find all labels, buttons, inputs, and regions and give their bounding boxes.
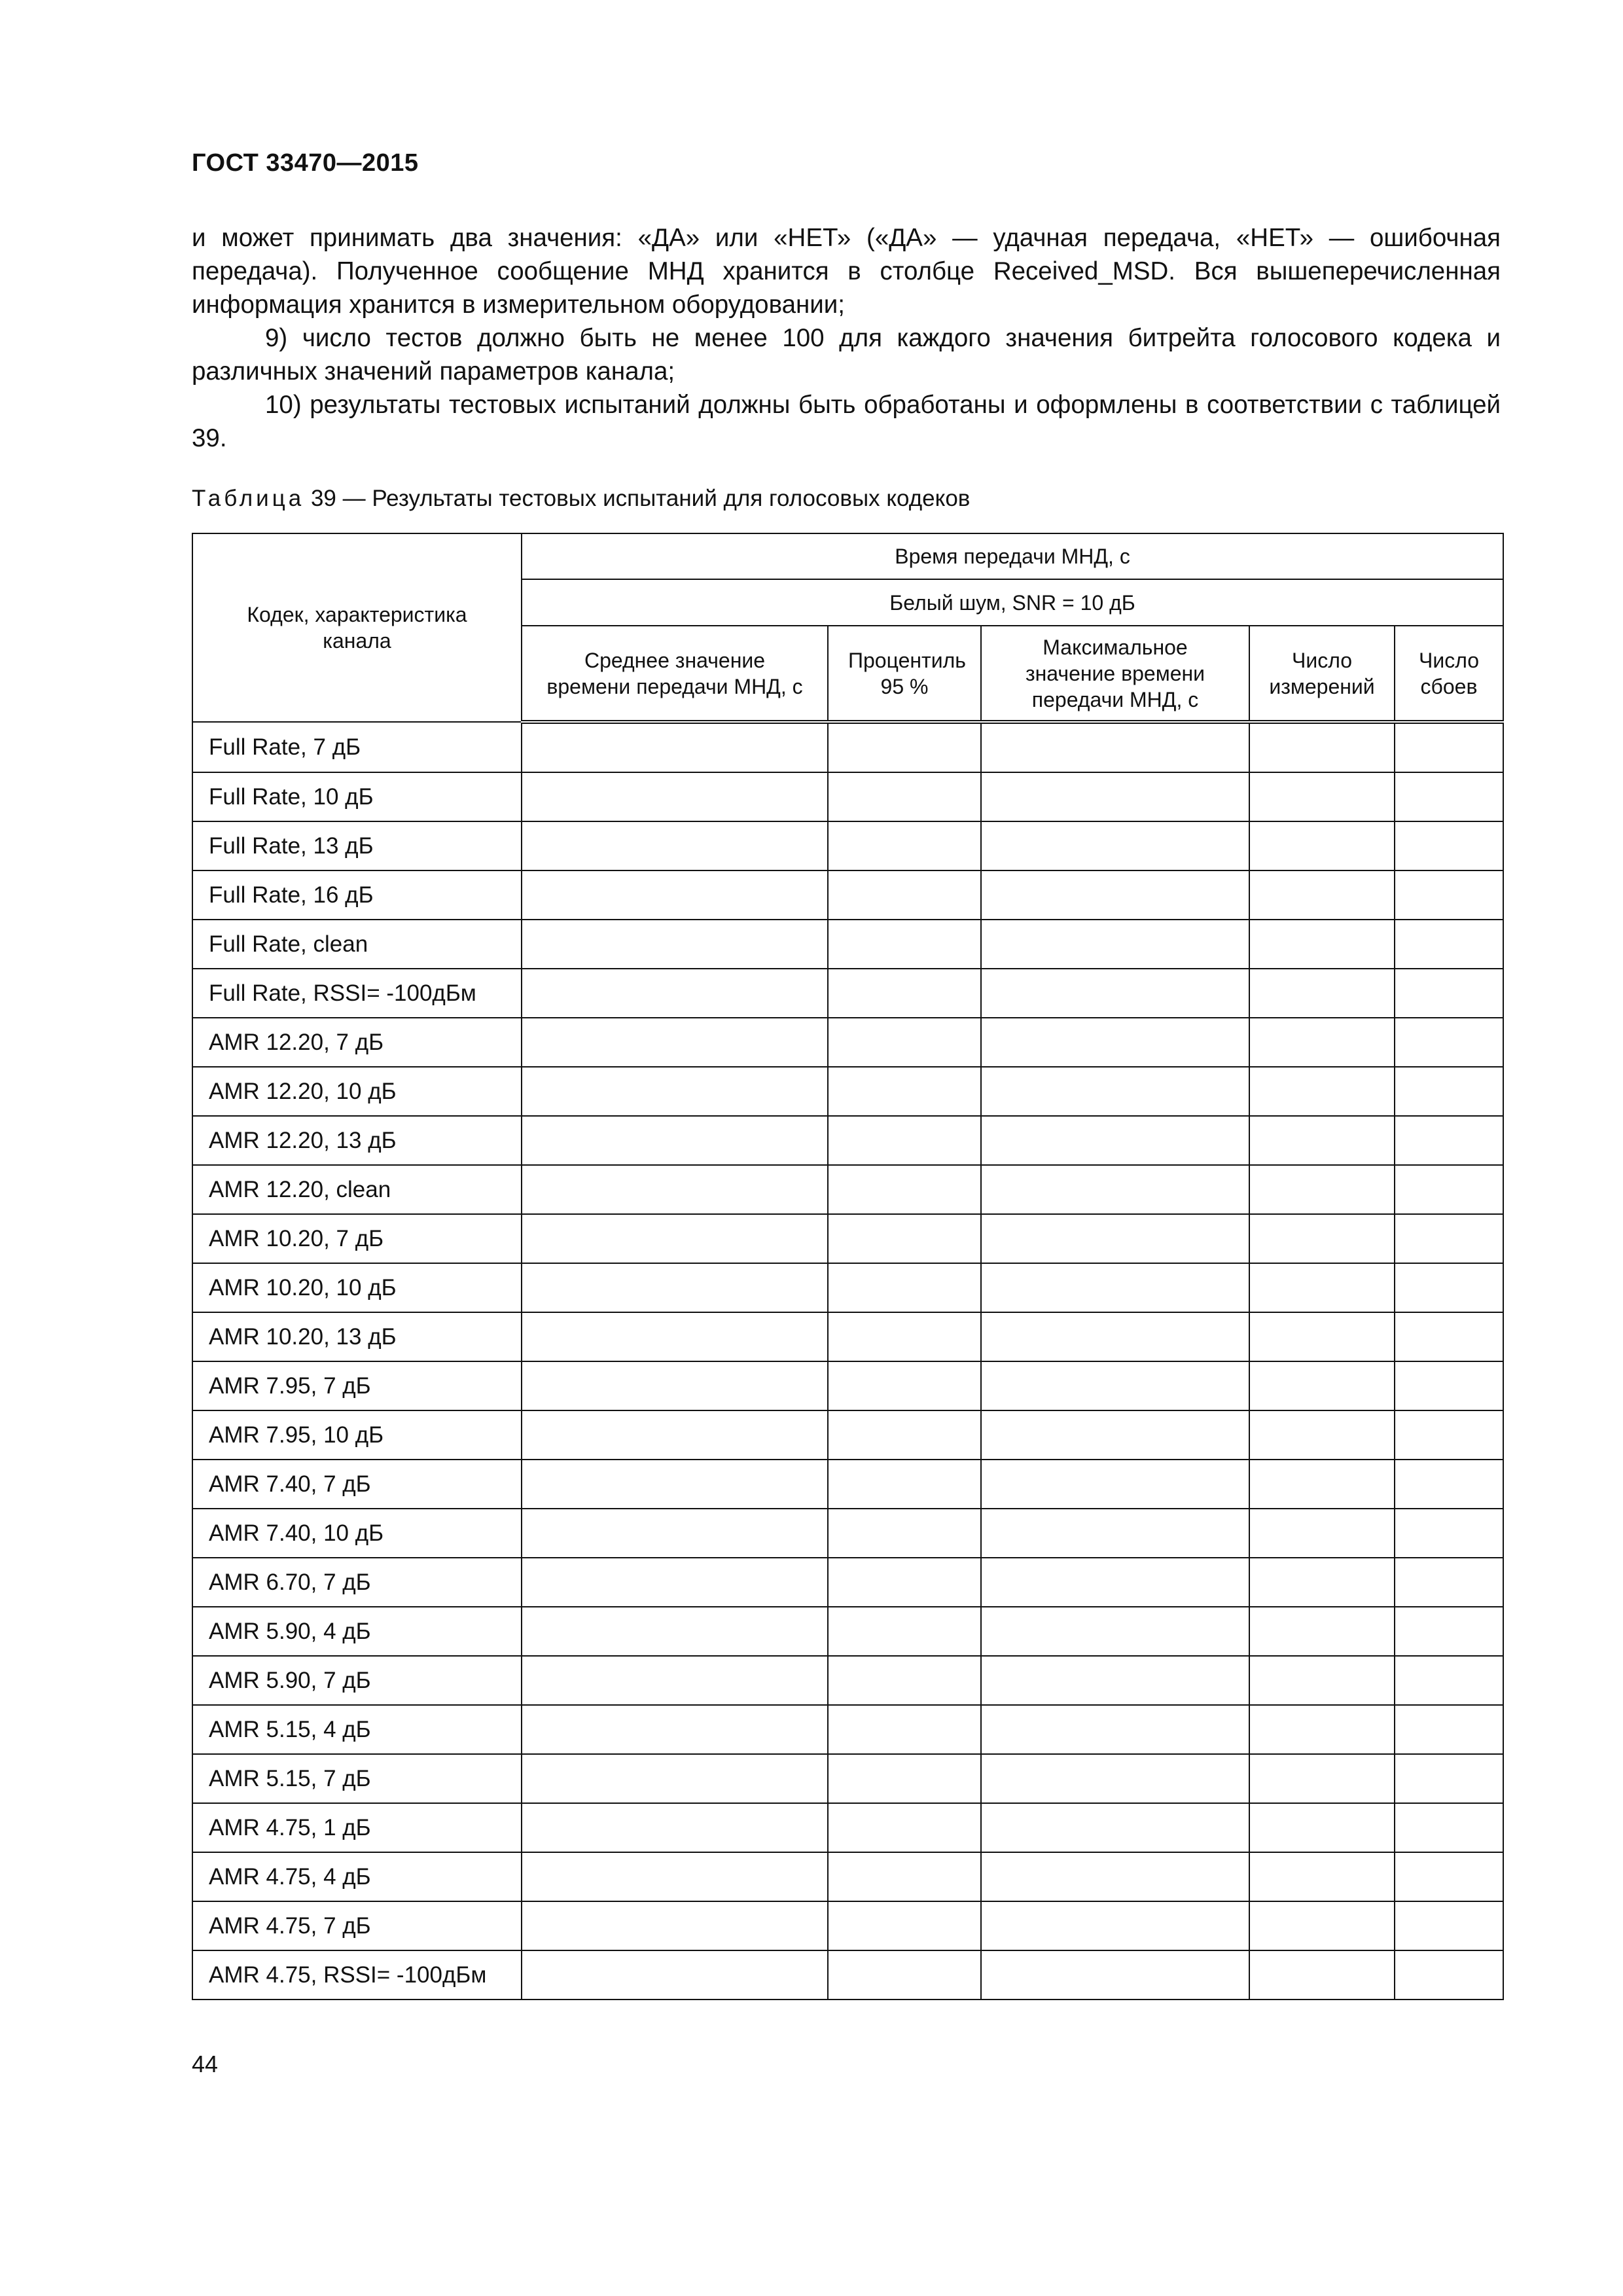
table-row <box>192 1067 1503 1116</box>
paragraph-item-9: 9) число тестов должно быть не менее 100 для каждого значения битрейта голосового кодека и различных значений параметров канала; <box>192 324 1501 386</box>
codec-cell: AMR 7.95, 10 дБ <box>192 1410 522 1460</box>
percentile-cell <box>828 1214 981 1263</box>
mean-cell <box>522 1656 828 1705</box>
percentile-cell <box>828 722 981 772</box>
max-cell <box>981 969 1249 1018</box>
header-max-time: Максимальное значение времени передачи МНД, с <box>981 626 1249 722</box>
failures-cell <box>1395 1901 1503 1950</box>
max-cell <box>981 821 1249 870</box>
measurements-cell <box>1249 1460 1395 1509</box>
codec-cell: AMR 5.90, 7 дБ <box>192 1656 522 1705</box>
max-cell <box>981 1214 1249 1263</box>
failures-cell <box>1395 920 1503 969</box>
mean-cell <box>522 1361 828 1410</box>
failures-cell <box>1395 969 1503 1018</box>
mean-cell <box>522 1852 828 1901</box>
table-header <box>192 533 1503 722</box>
table-row <box>192 1116 1503 1165</box>
mean-cell <box>522 1950 828 2000</box>
codec-cell: AMR 12.20, 13 дБ <box>192 1116 522 1165</box>
percentile-cell <box>828 1705 981 1754</box>
table-row <box>192 1803 1503 1852</box>
percentile-cell <box>828 772 981 821</box>
measurements-cell <box>1249 1214 1395 1263</box>
mean-cell <box>522 1263 828 1312</box>
percentile-cell <box>828 821 981 870</box>
header-white-noise: Белый шум, SNR = 10 дБ <box>522 579 1503 626</box>
measurements-cell <box>1249 920 1395 969</box>
codec-cell: AMR 5.90, 4 дБ <box>192 1607 522 1656</box>
failures-cell <box>1395 1509 1503 1558</box>
table-row <box>192 1901 1503 1950</box>
percentile-cell <box>828 1754 981 1803</box>
header-failures: Число сбоев <box>1395 626 1503 722</box>
mean-cell <box>522 1410 828 1460</box>
codec-cell: Full Rate, 13 дБ <box>192 821 522 870</box>
codec-cell: AMR 4.75, 4 дБ <box>192 1852 522 1901</box>
table-caption <box>192 486 970 512</box>
percentile-cell <box>828 1901 981 1950</box>
measurements-cell <box>1249 1509 1395 1558</box>
max-cell <box>981 772 1249 821</box>
mean-cell <box>522 821 828 870</box>
failures-cell <box>1395 1312 1503 1361</box>
measurements-cell <box>1249 1607 1395 1656</box>
codec-cell: AMR 5.15, 4 дБ <box>192 1705 522 1754</box>
table-row <box>192 1165 1503 1214</box>
percentile-cell <box>828 1312 981 1361</box>
failures-cell <box>1395 772 1503 821</box>
mean-cell <box>522 722 828 772</box>
table-row <box>192 821 1503 870</box>
percentile-cell <box>828 1263 981 1312</box>
mean-cell <box>522 1460 828 1509</box>
mean-cell <box>522 1803 828 1852</box>
mean-cell <box>522 1067 828 1116</box>
percentile-cell <box>828 1852 981 1901</box>
failures-cell <box>1395 1950 1503 2000</box>
max-cell <box>981 1410 1249 1460</box>
codec-cell: AMR 12.20, 10 дБ <box>192 1067 522 1116</box>
measurements-cell <box>1249 1410 1395 1460</box>
failures-cell <box>1395 1361 1503 1410</box>
codec-cell: Full Rate, 16 дБ <box>192 870 522 920</box>
percentile-cell <box>828 1067 981 1116</box>
table-row <box>192 1509 1503 1558</box>
max-cell <box>981 1312 1249 1361</box>
failures-cell <box>1395 1410 1503 1460</box>
failures-cell <box>1395 870 1503 920</box>
measurements-cell <box>1249 1803 1395 1852</box>
max-cell <box>981 722 1249 772</box>
max-cell <box>981 1116 1249 1165</box>
measurements-cell <box>1249 1950 1395 2000</box>
measurements-cell <box>1249 1116 1395 1165</box>
max-cell <box>981 1460 1249 1509</box>
table-row <box>192 1460 1503 1509</box>
measurements-cell <box>1249 1901 1395 1950</box>
max-cell <box>981 1018 1249 1067</box>
header-mean-time: Среднее значение времени передачи МНД, с <box>522 626 828 722</box>
codec-cell: AMR 10.20, 7 дБ <box>192 1214 522 1263</box>
max-cell <box>981 1558 1249 1607</box>
percentile-cell <box>828 1558 981 1607</box>
table-caption-label: Таблица <box>192 486 305 511</box>
table-row <box>192 1754 1503 1803</box>
percentile-cell <box>828 920 981 969</box>
results-table <box>192 533 1504 2000</box>
percentile-cell <box>828 1116 981 1165</box>
table-row <box>192 1656 1503 1705</box>
percentile-cell <box>828 1950 981 2000</box>
max-cell <box>981 1852 1249 1901</box>
codec-cell: AMR 4.75, RSSI= -100дБм <box>192 1950 522 2000</box>
mean-cell <box>522 1018 828 1067</box>
measurements-cell <box>1249 1165 1395 1214</box>
mean-cell <box>522 969 828 1018</box>
measurements-cell <box>1249 772 1395 821</box>
percentile-cell <box>828 1460 981 1509</box>
max-cell <box>981 1754 1249 1803</box>
table-row <box>192 722 1503 772</box>
percentile-cell <box>828 1803 981 1852</box>
measurements-cell <box>1249 1067 1395 1116</box>
failures-cell <box>1395 722 1503 772</box>
failures-cell <box>1395 1214 1503 1263</box>
measurements-cell <box>1249 1361 1395 1410</box>
max-cell <box>981 1067 1249 1116</box>
codec-cell: AMR 7.95, 7 дБ <box>192 1361 522 1410</box>
mean-cell <box>522 1509 828 1558</box>
failures-cell <box>1395 821 1503 870</box>
paragraph-continuation: и может принимать два значения: «ДА» или «НЕТ» («ДА» — удачная передача, «НЕТ» — ошибочная передача). Полученное сообщение МНД хранится в столбце Received_MSD. Вся вышеперечисленная информация хранится в измерительном оборудовании; <box>192 224 1501 319</box>
table-row <box>192 1607 1503 1656</box>
percentile-cell <box>828 1509 981 1558</box>
failures-cell <box>1395 1067 1503 1116</box>
codec-cell: AMR 10.20, 13 дБ <box>192 1312 522 1361</box>
codec-cell: AMR 4.75, 1 дБ <box>192 1803 522 1852</box>
paragraph-item-10: 10) результаты тестовых испытаний должны быть обработаны и оформлены в соответствии с таблицей 39. <box>192 391 1501 452</box>
mean-cell <box>522 1214 828 1263</box>
codec-cell: Full Rate, clean <box>192 920 522 969</box>
codec-cell: AMR 7.40, 7 дБ <box>192 1460 522 1509</box>
header-codec: Кодек, характеристика канала <box>192 533 522 722</box>
percentile-cell <box>828 1656 981 1705</box>
max-cell <box>981 1165 1249 1214</box>
measurements-cell <box>1249 1312 1395 1361</box>
header-measurements: Число измерений <box>1249 626 1395 722</box>
table-row <box>192 1410 1503 1460</box>
codec-cell: Full Rate, 7 дБ <box>192 722 522 772</box>
body-text <box>192 221 1501 455</box>
failures-cell <box>1395 1852 1503 1901</box>
header-percentile: Процентиль 95 % <box>828 626 981 722</box>
failures-cell <box>1395 1705 1503 1754</box>
header-msd-time: Время передачи МНД, с <box>522 533 1503 579</box>
percentile-cell <box>828 969 981 1018</box>
failures-cell <box>1395 1460 1503 1509</box>
mean-cell <box>522 1165 828 1214</box>
max-cell <box>981 1705 1249 1754</box>
codec-cell: AMR 10.20, 10 дБ <box>192 1263 522 1312</box>
codec-cell: AMR 12.20, clean <box>192 1165 522 1214</box>
failures-cell <box>1395 1018 1503 1067</box>
table-row <box>192 1312 1503 1361</box>
mean-cell <box>522 772 828 821</box>
codec-cell: AMR 5.15, 7 дБ <box>192 1754 522 1803</box>
table-row <box>192 1705 1503 1754</box>
max-cell <box>981 920 1249 969</box>
max-cell <box>981 1509 1249 1558</box>
percentile-cell <box>828 1410 981 1460</box>
max-cell <box>981 1361 1249 1410</box>
percentile-cell <box>828 1361 981 1410</box>
measurements-cell <box>1249 1705 1395 1754</box>
measurements-cell <box>1249 1852 1395 1901</box>
mean-cell <box>522 1312 828 1361</box>
percentile-cell <box>828 1165 981 1214</box>
table-caption-text: 39 — Результаты тестовых испытаний для голосовых кодеков <box>310 486 971 511</box>
mean-cell <box>522 1901 828 1950</box>
measurements-cell <box>1249 722 1395 772</box>
measurements-cell <box>1249 870 1395 920</box>
table-row <box>192 1214 1503 1263</box>
failures-cell <box>1395 1754 1503 1803</box>
max-cell <box>981 1263 1249 1312</box>
failures-cell <box>1395 1558 1503 1607</box>
codec-cell: AMR 6.70, 7 дБ <box>192 1558 522 1607</box>
max-cell <box>981 1950 1249 2000</box>
codec-cell: Full Rate, RSSI= -100дБм <box>192 969 522 1018</box>
page-number: 44 <box>192 2051 219 2077</box>
table-row <box>192 870 1503 920</box>
max-cell <box>981 1656 1249 1705</box>
max-cell <box>981 1607 1249 1656</box>
mean-cell <box>522 1558 828 1607</box>
max-cell <box>981 870 1249 920</box>
measurements-cell <box>1249 1558 1395 1607</box>
measurements-cell <box>1249 821 1395 870</box>
measurements-cell <box>1249 1018 1395 1067</box>
table-row <box>192 772 1503 821</box>
codec-cell: AMR 4.75, 7 дБ <box>192 1901 522 1950</box>
percentile-cell <box>828 1607 981 1656</box>
failures-cell <box>1395 1116 1503 1165</box>
measurements-cell <box>1249 1656 1395 1705</box>
failures-cell <box>1395 1165 1503 1214</box>
document-header: ГОСТ 33470—2015 <box>192 149 419 177</box>
table-row <box>192 969 1503 1018</box>
table-row <box>192 1558 1503 1607</box>
mean-cell <box>522 1705 828 1754</box>
codec-cell: Full Rate, 10 дБ <box>192 772 522 821</box>
table-row <box>192 1018 1503 1067</box>
mean-cell <box>522 870 828 920</box>
table-row <box>192 920 1503 969</box>
failures-cell <box>1395 1607 1503 1656</box>
failures-cell <box>1395 1263 1503 1312</box>
measurements-cell <box>1249 969 1395 1018</box>
measurements-cell <box>1249 1263 1395 1312</box>
mean-cell <box>522 920 828 969</box>
table-row <box>192 1361 1503 1410</box>
table-row <box>192 1852 1503 1901</box>
max-cell <box>981 1803 1249 1852</box>
table-row <box>192 1263 1503 1312</box>
mean-cell <box>522 1607 828 1656</box>
mean-cell <box>522 1116 828 1165</box>
failures-cell <box>1395 1656 1503 1705</box>
table-row <box>192 1950 1503 2000</box>
percentile-cell <box>828 870 981 920</box>
percentile-cell <box>828 1018 981 1067</box>
codec-cell: AMR 7.40, 10 дБ <box>192 1509 522 1558</box>
failures-cell <box>1395 1803 1503 1852</box>
codec-cell: AMR 12.20, 7 дБ <box>192 1018 522 1067</box>
measurements-cell <box>1249 1754 1395 1803</box>
mean-cell <box>522 1754 828 1803</box>
table-body <box>192 722 1503 2000</box>
max-cell <box>981 1901 1249 1950</box>
